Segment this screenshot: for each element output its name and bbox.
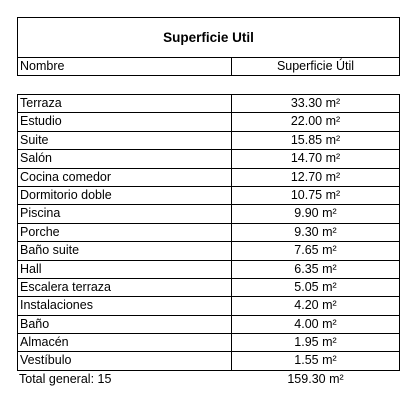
table-row bbox=[17, 297, 400, 315]
schedule-title: Superficie Util bbox=[17, 17, 400, 58]
table-row bbox=[17, 95, 400, 113]
total-label: Total general: 15 bbox=[19, 371, 112, 386]
row-name: Estudio bbox=[18, 113, 232, 130]
table-row bbox=[17, 169, 400, 187]
column-header-area: Superficie Útil bbox=[276, 59, 355, 73]
row-area: 1.55 m² bbox=[294, 353, 337, 368]
column-header-name: Nombre bbox=[18, 58, 232, 75]
row-area: 22.00 m² bbox=[290, 114, 341, 129]
header-gap bbox=[17, 76, 400, 94]
row-name: Cocina comedor bbox=[18, 169, 232, 186]
table-row bbox=[17, 279, 400, 297]
row-area: 1.95 m² bbox=[294, 335, 337, 350]
row-name: Piscina bbox=[18, 205, 232, 222]
row-area: 9.90 m² bbox=[294, 206, 337, 221]
row-area: 4.00 m² bbox=[294, 316, 337, 331]
table-row bbox=[17, 132, 400, 150]
row-name: Salón bbox=[18, 150, 232, 167]
row-area: 15.85 m² bbox=[290, 132, 341, 147]
row-name: Instalaciones bbox=[18, 297, 232, 314]
row-area: 9.30 m² bbox=[294, 224, 337, 239]
row-name: Dormitorio doble bbox=[18, 187, 232, 204]
table-row bbox=[17, 261, 400, 279]
row-area: 4.20 m² bbox=[294, 298, 337, 313]
table-row bbox=[17, 150, 400, 168]
row-area: 10.75 m² bbox=[290, 187, 341, 202]
row-area: 5.05 m² bbox=[294, 279, 337, 294]
row-name: Terraza bbox=[18, 95, 232, 112]
row-name: Suite bbox=[18, 132, 232, 149]
column-header-row bbox=[17, 58, 400, 76]
row-area: 33.30 m² bbox=[290, 96, 341, 110]
row-name: Porche bbox=[18, 224, 232, 241]
table-row bbox=[17, 242, 400, 260]
table-row bbox=[17, 205, 400, 223]
total-row bbox=[17, 371, 400, 389]
row-name: Vestíbulo bbox=[18, 352, 232, 369]
row-name: Almacén bbox=[18, 334, 232, 351]
schedule-rows bbox=[17, 94, 400, 371]
row-area: 6.35 m² bbox=[294, 261, 337, 276]
row-name: Baño bbox=[18, 316, 232, 333]
row-name: Escalera terraza bbox=[18, 279, 232, 296]
row-area: 12.70 m² bbox=[290, 169, 341, 184]
area-schedule bbox=[17, 17, 400, 389]
table-row bbox=[17, 187, 400, 205]
table-row bbox=[17, 352, 400, 370]
row-name: Hall bbox=[18, 261, 232, 278]
row-area: 7.65 m² bbox=[294, 243, 337, 258]
table-row bbox=[17, 316, 400, 334]
row-area: 14.70 m² bbox=[290, 151, 341, 166]
table-row bbox=[17, 334, 400, 352]
total-area: 159.30 m² bbox=[287, 371, 344, 386]
row-name: Baño suite bbox=[18, 242, 232, 259]
table-row bbox=[17, 224, 400, 242]
table-row bbox=[17, 113, 400, 131]
